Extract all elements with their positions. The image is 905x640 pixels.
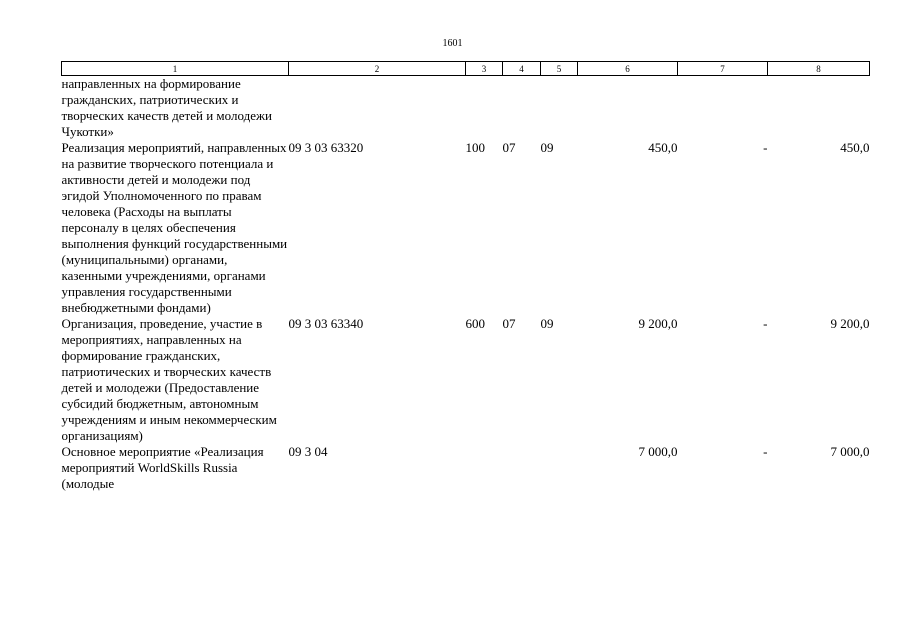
table-row xyxy=(62,76,870,141)
row-name: Организация, проведение, участие в мероприятиях, направленных на формирование гражданских, патриотических и творческих качеств детей и молодежи (Предоставление субсидий бюджетным, автономным учреждениям и иным некоммерческим организациям) xyxy=(61,316,277,443)
row-total: 9 200,0 xyxy=(638,316,678,331)
row-subsection: 09 xyxy=(540,316,554,331)
row-col8 xyxy=(768,76,870,141)
table-row xyxy=(62,316,870,444)
row-section xyxy=(503,444,541,492)
row-col8: 9 200,0 xyxy=(830,316,870,331)
header-col-8: 8 xyxy=(768,62,870,76)
table-header xyxy=(62,62,870,76)
header-col-6: 6 xyxy=(578,62,678,76)
row-group: 600 xyxy=(465,316,485,331)
row-subsection xyxy=(541,76,578,141)
row-section: 07 xyxy=(502,140,516,155)
row-code: 09 3 04 xyxy=(288,444,328,459)
header-col-7: 7 xyxy=(678,62,768,76)
header-col-4: 4 xyxy=(503,62,541,76)
row-group xyxy=(466,76,503,141)
row-col7: - xyxy=(763,140,768,155)
row-group xyxy=(466,444,503,492)
header-row xyxy=(62,62,870,76)
table-row xyxy=(62,444,870,492)
header-col-3: 3 xyxy=(466,62,503,76)
row-col7 xyxy=(678,76,768,141)
header-col-1: 1 xyxy=(62,62,289,76)
row-col7: - xyxy=(763,444,768,459)
row-subsection: 09 xyxy=(540,140,554,155)
row-subsection xyxy=(541,444,578,492)
page-number: 1601 xyxy=(442,38,463,49)
row-section xyxy=(503,76,541,141)
table-row xyxy=(62,140,870,316)
row-name: Реализация мероприятий, направленных на развитие творческого потенциала и активности детей и молодежи под эгидой Уполномоченного по правам человека (Расходы на выплаты персоналу в целях обеспечения выполнения функций государственными (муниципальными) органами, казенными учреждениями, органами управления государственными внебюджетными фондами) xyxy=(61,140,288,315)
header-col-5: 5 xyxy=(541,62,578,76)
table-body xyxy=(62,76,870,493)
row-col7: - xyxy=(763,316,768,331)
row-code: 09 3 03 63320 xyxy=(288,140,364,155)
row-col8: 7 000,0 xyxy=(830,444,870,459)
row-group: 100 xyxy=(465,140,485,155)
row-name: направленных на формирование гражданских, патриотических и творческих качеств детей и молодежи Чукотки» xyxy=(61,76,272,139)
row-section: 07 xyxy=(502,316,516,331)
row-name: Основное мероприятие «Реализация мероприятий WorldSkills Russia (молодые xyxy=(61,444,264,491)
header-col-2: 2 xyxy=(289,62,466,76)
budget-table xyxy=(61,61,870,492)
row-col8: 450,0 xyxy=(840,140,870,155)
row-code: 09 3 03 63340 xyxy=(288,316,364,331)
row-total xyxy=(578,76,678,141)
row-total: 7 000,0 xyxy=(638,444,678,459)
row-total: 450,0 xyxy=(648,140,678,155)
row-code xyxy=(289,76,466,141)
